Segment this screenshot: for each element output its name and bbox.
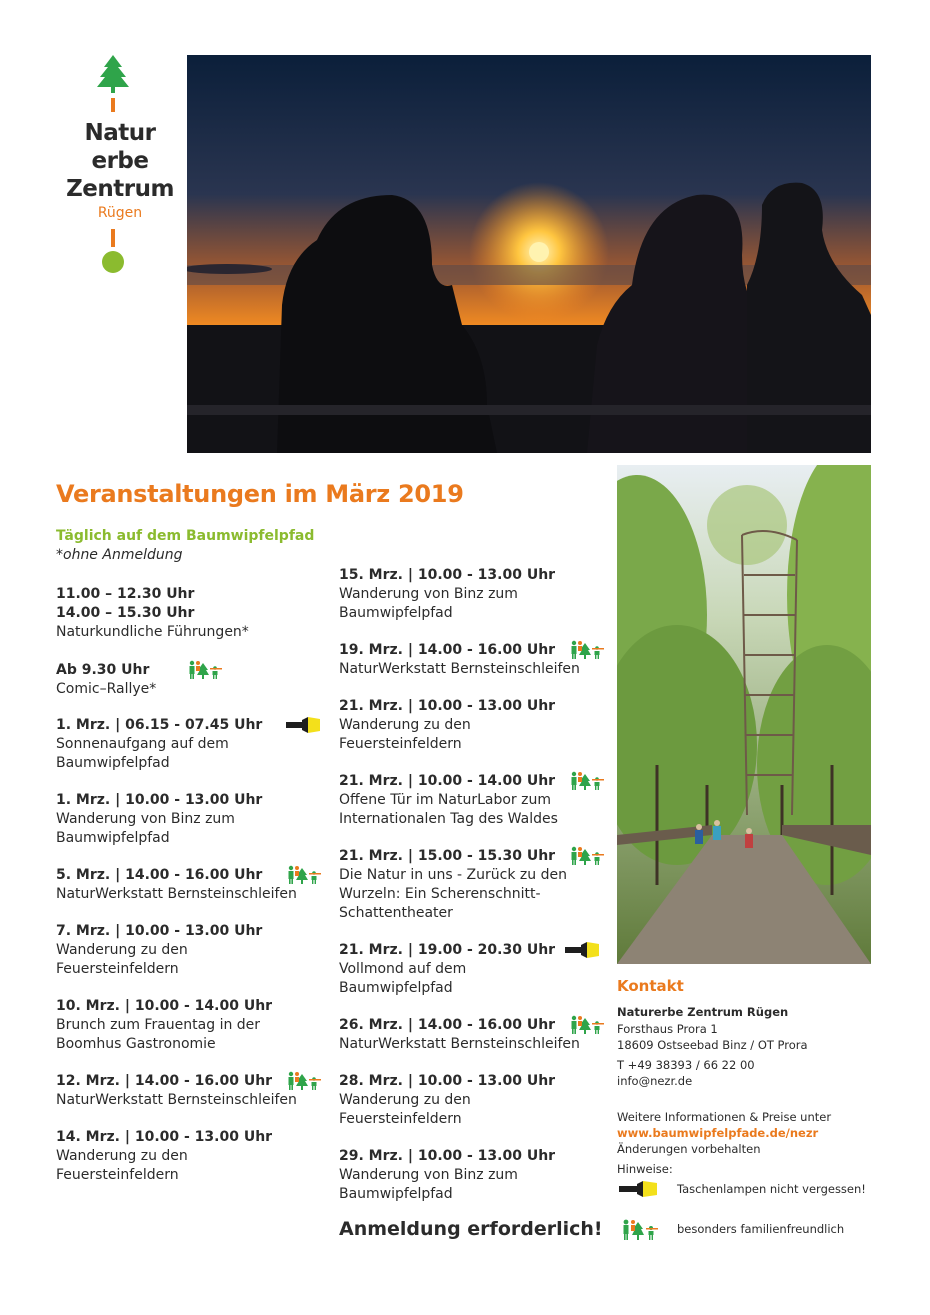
event-date: 1. Mrz. | 06.15 - 07.45 Uhr <box>56 717 263 733</box>
logo-line-1: Natur <box>84 120 156 146</box>
event-2 <box>56 791 336 848</box>
event-8 <box>339 566 614 623</box>
event-title: Comic–Rallye* <box>56 681 157 697</box>
family-icon <box>286 1070 322 1092</box>
contact-street: Forsthaus Prora 1 <box>617 1022 718 1036</box>
event-daily-tours <box>56 585 336 642</box>
event-15 <box>339 1072 614 1129</box>
event-13 <box>339 941 614 998</box>
event-date: 10. Mrz. | 10.00 - 14.00 Uhr <box>56 998 273 1014</box>
contact-org: Naturerbe Zentrum Rügen <box>617 1005 789 1019</box>
treetop-walk-photo <box>617 465 871 964</box>
logo-wordmark <box>56 119 184 223</box>
family-icon <box>621 1218 661 1242</box>
event-title: NaturWerkstatt Bernsteinschleifen <box>56 1092 297 1108</box>
contact-phone: T +49 38393 / 66 22 00 <box>617 1058 755 1072</box>
event-9 <box>339 641 614 679</box>
event-date: 5. Mrz. | 14.00 - 16.00 Uhr <box>56 867 263 883</box>
event-title: Wanderung zu den Feuersteinfeldern <box>339 717 471 752</box>
event-date: 14. Mrz. | 10.00 - 13.00 Uhr <box>56 1129 273 1145</box>
family-icon <box>286 864 322 886</box>
contact-changes: Änderungen vorbehalten <box>617 1142 761 1156</box>
event-title: Die Natur in uns - Zurück zu den Wurzeln: Ein Scherenschnitt-Schattentheater <box>339 867 567 921</box>
event-title: Vollmond auf dem Baumwipfelpfad <box>339 961 467 996</box>
event-date: 28. Mrz. | 10.00 - 13.00 Uhr <box>339 1073 556 1089</box>
event-date: 21. Mrz. | 19.00 - 20.30 Uhr <box>339 942 556 958</box>
event-title: Offene Tür im NaturLabor zum Internationalen Tag des Waldes <box>339 792 558 827</box>
event-title: NaturWerkstatt Bernsteinschleifen <box>339 661 580 677</box>
event-3 <box>56 866 336 904</box>
registration-required: Anmeldung erforderlich! <box>339 1218 603 1240</box>
daily-heading: Täglich auf dem Baumwipfelpfad <box>56 528 315 544</box>
event-7 <box>56 1128 336 1185</box>
event-title: Wanderung zu den Feuersteinfeldern <box>339 1092 471 1127</box>
event-14 <box>339 1016 614 1054</box>
flashlight-icon <box>565 942 599 958</box>
event-title: Wanderung zu den Feuersteinfeldern <box>56 1148 188 1183</box>
event-title: Wanderung zu den Feuersteinfeldern <box>56 942 188 977</box>
event-title: NaturWerkstatt Bernsteinschleifen <box>339 1036 580 1052</box>
contact-more-info: Weitere Informationen & Preise unter <box>617 1110 832 1124</box>
legend-family <box>617 1218 877 1242</box>
event-date: 26. Mrz. | 14.00 - 16.00 Uhr <box>339 1017 556 1033</box>
event-date: 21. Mrz. | 10.00 - 13.00 Uhr <box>339 698 556 714</box>
event-date: 7. Mrz. | 10.00 - 13.00 Uhr <box>56 923 263 939</box>
event-10 <box>339 697 614 754</box>
event-date: 21. Mrz. | 15.00 - 15.30 Uhr <box>339 848 556 864</box>
event-comic-rallye <box>56 661 336 699</box>
family-icon <box>569 845 605 867</box>
flashlight-icon <box>619 1180 657 1198</box>
event-title: Naturkundliche Führungen* <box>56 624 249 640</box>
legend-flashlight-text: Taschenlampen nicht vergessen! <box>677 1182 866 1196</box>
event-5 <box>56 997 336 1054</box>
event-1 <box>56 716 336 773</box>
event-time-2: 14.00 – 15.30 Uhr <box>56 605 195 621</box>
hints-label: Hinweise: <box>617 1162 673 1176</box>
sunset-photo <box>187 55 871 453</box>
logo-line-3: Zentrum <box>66 176 174 202</box>
event-4 <box>56 922 336 979</box>
logo <box>56 55 186 285</box>
contact-url-link[interactable]: www.baumwipfelpfade.de/nezr <box>617 1126 819 1140</box>
contact-heading: Kontakt <box>617 977 684 995</box>
event-time: 11.00 – 12.30 Uhr <box>56 586 195 602</box>
legend-family-text: besonders familienfreundlich <box>677 1222 845 1236</box>
event-date: 15. Mrz. | 10.00 - 13.00 Uhr <box>339 567 556 583</box>
page-title: Veranstaltungen im März 2019 <box>56 480 464 508</box>
event-6 <box>56 1072 336 1110</box>
family-icon <box>569 639 605 661</box>
event-date: 19. Mrz. | 14.00 - 16.00 Uhr <box>339 642 556 658</box>
family-icon <box>569 770 605 792</box>
event-title: Sonnenaufgang auf dem Baumwipfelpfad <box>56 736 229 771</box>
event-date: 21. Mrz. | 10.00 - 14.00 Uhr <box>339 773 556 789</box>
event-date: 12. Mrz. | 14.00 - 16.00 Uhr <box>56 1073 273 1089</box>
event-title: Wanderung von Binz zum Baumwipfelpfad <box>339 1167 518 1202</box>
contact-city: 18609 Ostseebad Binz / OT Prora <box>617 1038 808 1052</box>
event-12 <box>339 847 614 923</box>
logo-line-4: Rügen <box>97 205 143 221</box>
family-icon <box>187 659 223 681</box>
event-11 <box>339 772 614 829</box>
event-title: Wanderung von Binz zum Baumwipfelpfad <box>339 586 518 621</box>
event-title: NaturWerkstatt Bernsteinschleifen <box>56 886 297 902</box>
flashlight-icon <box>286 717 320 733</box>
logo-line-2: erbe <box>91 148 149 174</box>
event-16 <box>339 1147 614 1204</box>
event-title: Brunch zum Frauentag in der Boomhus Gastronomie <box>56 1017 261 1052</box>
daily-note: *ohne Anmeldung <box>56 547 183 563</box>
contact-email[interactable]: info@nezr.de <box>617 1074 693 1088</box>
event-time: Ab 9.30 Uhr <box>56 662 150 678</box>
event-date: 29. Mrz. | 10.00 - 13.00 Uhr <box>339 1148 556 1164</box>
event-title: Wanderung von Binz zum Baumwipfelpfad <box>56 811 235 846</box>
legend-flashlight <box>617 1180 877 1200</box>
family-icon <box>569 1014 605 1036</box>
event-date: 1. Mrz. | 10.00 - 13.00 Uhr <box>56 792 263 808</box>
